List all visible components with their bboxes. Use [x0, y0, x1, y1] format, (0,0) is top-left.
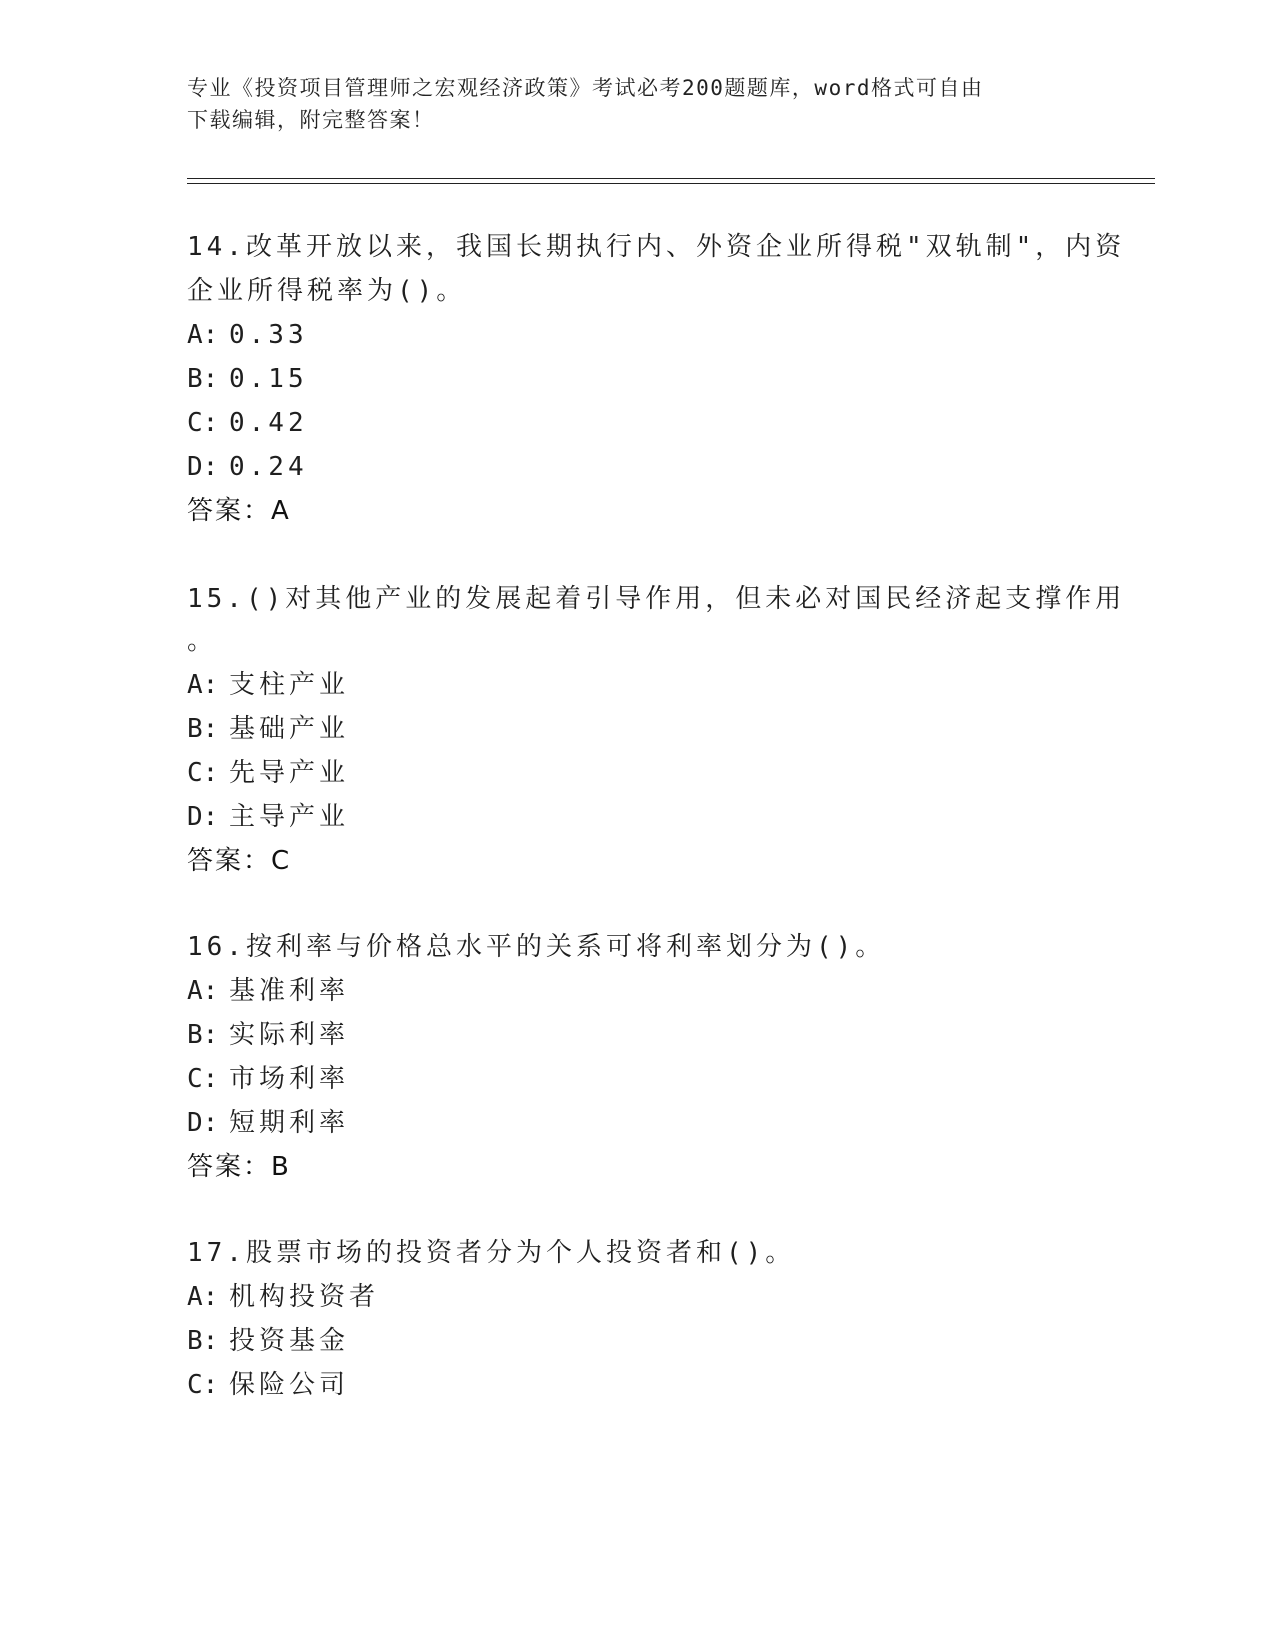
option-text: 实际利率	[229, 1020, 350, 1050]
option-letter: C:	[187, 408, 219, 438]
option-letter: B:	[187, 714, 219, 744]
question-14-stem-line-2: 企业所得税率为()。	[187, 276, 467, 306]
option-letter: D:	[187, 802, 219, 832]
question-17-option-c	[187, 1370, 349, 1400]
question-15-option-b	[187, 714, 349, 744]
document-header	[187, 72, 1087, 136]
question-15-option-c	[187, 758, 349, 788]
option-text: 保险公司	[229, 1370, 350, 1400]
option-text: 0.24	[229, 452, 308, 482]
question-17-option-a	[187, 1282, 379, 1312]
option-letter: C:	[187, 1370, 219, 1400]
question-14-option-d	[187, 452, 308, 482]
option-letter: B:	[187, 1020, 219, 1050]
question-14-stem-line-1: 14.改革开放以来，我国长期执行内、外资企业所得税"双轨制"，内资	[187, 232, 1126, 262]
option-text: 先导产业	[229, 758, 350, 788]
question-16-option-b	[187, 1020, 349, 1050]
option-text: 主导产业	[229, 802, 350, 832]
option-text: 0.33	[229, 320, 308, 350]
question-16-answer: 答案：B	[187, 1152, 291, 1182]
option-letter: A:	[187, 670, 219, 700]
question-17-stem: 17.股票市场的投资者分为个人投资者和()。	[187, 1238, 796, 1268]
header-line-1: 专业《投资项目管理师之宏观经济政策》考试必考200题题库，word格式可自由	[187, 76, 984, 100]
option-text: 0.42	[229, 408, 308, 438]
question-14-answer: 答案：A	[187, 496, 291, 526]
option-letter: C:	[187, 1064, 219, 1094]
option-letter: A:	[187, 320, 219, 350]
header-line-2: 下载编辑，附完整答案！	[187, 108, 435, 132]
question-14-option-c	[187, 408, 308, 438]
option-letter: D:	[187, 452, 219, 482]
option-letter: A:	[187, 1282, 219, 1312]
option-text: 基础产业	[229, 714, 350, 744]
header-divider-bottom	[187, 183, 1155, 184]
option-letter: B:	[187, 364, 219, 394]
option-text: 0.15	[229, 364, 308, 394]
option-letter: A:	[187, 976, 219, 1006]
question-15-option-a	[187, 670, 349, 700]
question-15-option-d	[187, 802, 349, 832]
question-16-stem: 16.按利率与价格总水平的关系可将利率划分为()。	[187, 932, 886, 962]
option-text: 投资基金	[229, 1326, 350, 1356]
header-divider-top	[187, 178, 1155, 179]
option-letter: D:	[187, 1108, 219, 1138]
option-text: 机构投资者	[229, 1282, 380, 1312]
option-text: 市场利率	[229, 1064, 350, 1094]
question-14-option-b	[187, 364, 308, 394]
question-16-option-d	[187, 1108, 349, 1138]
question-14-option-a	[187, 320, 308, 350]
question-16-option-c	[187, 1064, 349, 1094]
option-letter: C:	[187, 758, 219, 788]
option-text: 短期利率	[229, 1108, 350, 1138]
question-15-answer: 答案：C	[187, 846, 292, 876]
question-15-stem-line-1: 15.()对其他产业的发展起着引导作用，但未必对国民经济起支撑作用	[187, 584, 1126, 614]
option-letter: B:	[187, 1326, 219, 1356]
option-text: 支柱产业	[229, 670, 350, 700]
question-17-option-b	[187, 1326, 349, 1356]
question-15-stem-line-2: 。	[187, 626, 218, 656]
question-16-option-a	[187, 976, 349, 1006]
option-text: 基准利率	[229, 976, 350, 1006]
